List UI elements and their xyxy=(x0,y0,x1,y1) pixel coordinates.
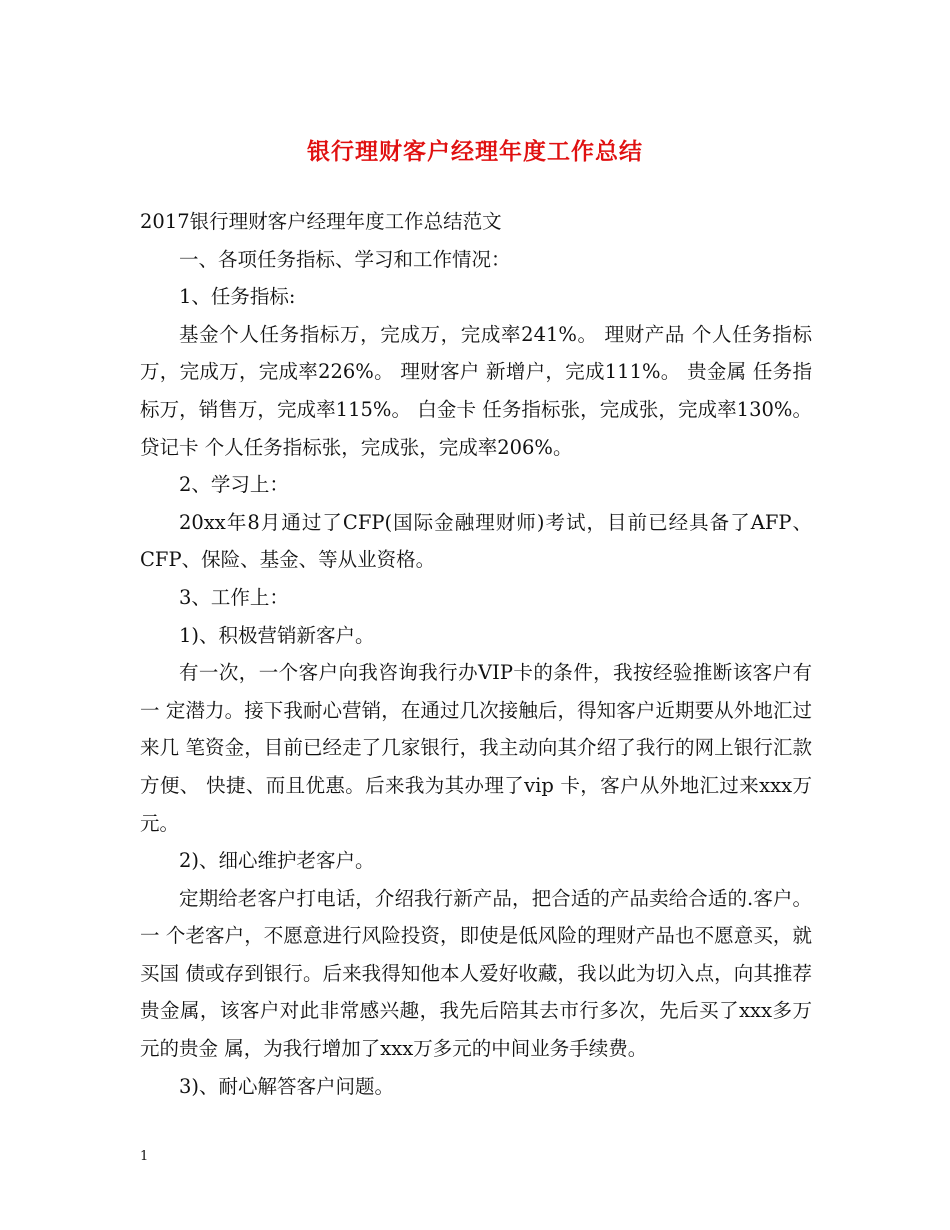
body-paragraph: 定期给老客户打电话，介绍我行新产品，把合适的产品卖给合适的.客户。一 个老客户，不愿意进行风险投资，即使是低风险的理财产品也不愿意买，就买国 债或存到银行。后来我得知他本人爱好收藏，我以此为切入点，向其推荐贵金属，该客户对此非常感兴趣，我先后陪其去市行多次，先后买了xxx多万元的贵金 属，为我行增加了xxx万多元的中间业务手续费。 xyxy=(140,886,812,1061)
body-paragraph: 20xx年8月通过了CFP(国际金融理财师)考试，目前已经具备了AFP、 CFP、保险、基金、等从业资格。 xyxy=(140,510,812,572)
section-heading: 一、各项任务指标、学习和工作情况： xyxy=(179,247,511,271)
subtitle-paragraph: 2017银行理财客户经理年度工作总结范文 xyxy=(140,210,502,233)
item-heading: 1)、积极营销新客户。 xyxy=(179,623,375,647)
body-paragraph: 有一次，一个客户向我咨询我行办VIP卡的条件，我按经验推断该客户有一 定潜力。接下我耐心营销，在通过几次接触后，得知客户近期要从外地汇过来几 笔资金，目前已经走了几家银行，我主动向其介绍了我行的网上银行汇款方便、 快捷、而且优惠。后来我为其办理了vip 卡，客户从外地汇过来xxx万元。 xyxy=(140,661,812,835)
subsection-heading: 1、任务指标: xyxy=(179,285,296,309)
page-number: 1 xyxy=(140,1149,149,1164)
subsection-heading: 3、工作上： xyxy=(179,585,289,609)
item-heading: 3)、耐心解答客户问题。 xyxy=(179,1074,395,1098)
item-heading: 2)、细心维护老客户。 xyxy=(179,849,375,873)
body-paragraph: 基金个人任务指标万，完成万，完成率241%。 理财产品 个人任务指标万，完成万，完成率226%。 理财客户 新增户，完成111%。 贵金属 任务指标万，销售万，完成率115%。 白金卡 任务指标张，完成张，完成率130%。贷记卡 个人任务指标张，完成张，完成率206%。 xyxy=(140,322,812,459)
document-body xyxy=(140,203,812,1105)
document-title: 银行理财客户经理年度工作总结 xyxy=(307,138,643,165)
subsection-heading: 2、学习上： xyxy=(179,473,289,497)
